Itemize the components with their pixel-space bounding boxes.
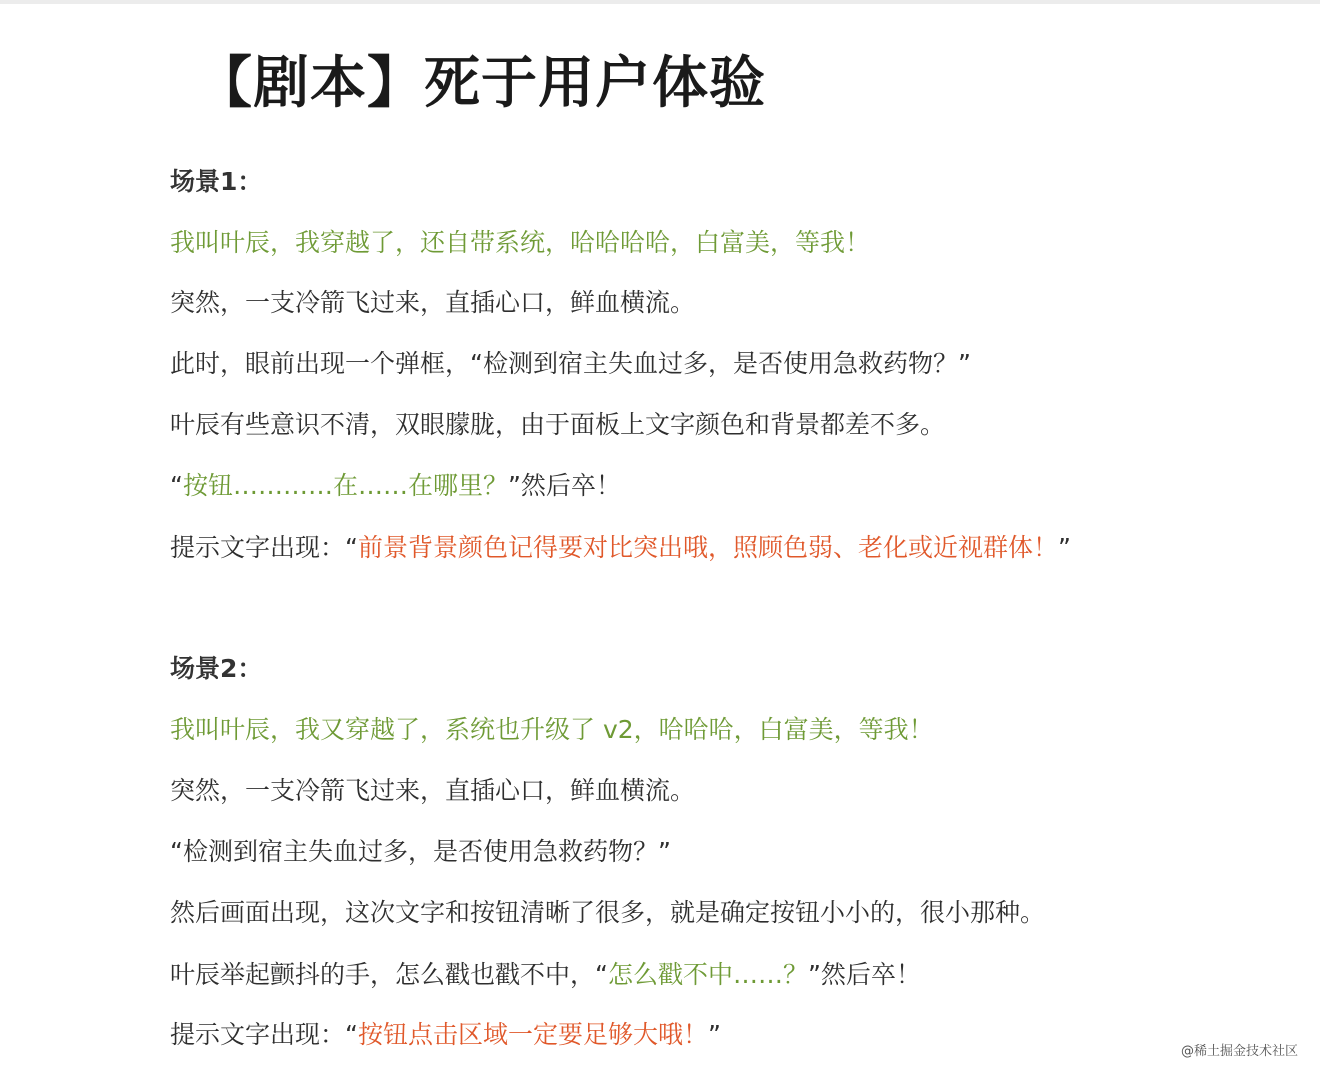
scene2-line3: “检测到宿主失血过多，是否使用急救药物？” — [170, 837, 671, 866]
scene1-line4: 叶辰有些意识不清，双眼朦胧，由于面板上文字颜色和背景都差不多。 — [170, 410, 946, 439]
scene1-line5-open-quote: “ — [170, 471, 183, 500]
scene1-line5-highlight: 按钮…………在……在哪里？ — [182, 471, 508, 500]
top-border — [0, 0, 1320, 4]
scene2-line6-tip: 按钮点击区域一定要足够大哦！ — [357, 1020, 708, 1049]
scene2-line2: 突然，一支冷箭飞过来，直插心口，鲜血横流。 — [170, 776, 696, 805]
scene2-line5-highlight: 怎么戳不中……？ — [607, 960, 808, 989]
scene2-line1: 我叫叶辰，我又穿越了，系统也升级了 v2，哈哈哈，白富美，等我！ — [170, 715, 934, 744]
scene1-line6-tip: 前景背景颜色记得要对比突出哦，照顾色弱、老化或近视群体！ — [357, 533, 1058, 562]
scene1-line6-close-quote: ” — [1057, 533, 1071, 562]
scene2-line5-tail: ”然后卒！ — [807, 960, 921, 989]
scene1-line2: 突然，一支冷箭飞过来，直插心口，鲜血横流。 — [170, 288, 696, 317]
scene1-line5 — [170, 469, 621, 503]
watermark: @稀土掘金技术社区 — [1180, 1044, 1298, 1059]
scene2-line6-close-quote: ” — [707, 1020, 721, 1049]
scene1-line6 — [170, 531, 1071, 565]
scene2-line6-prefix: 提示文字出现：“ — [170, 1020, 358, 1049]
scene1-line3: 此时，眼前出现一个弹框，“检测到宿主失血过多，是否使用急救药物？” — [170, 349, 971, 378]
scene2-line6 — [170, 1018, 721, 1052]
scene1-line1: 我叫叶辰，我穿越了，还自带系统，哈哈哈哈，白富美，等我！ — [170, 228, 871, 257]
scene2-line4: 然后画面出现，这次文字和按钮清晰了很多，就是确定按钮小小的，很小那种。 — [170, 898, 1046, 927]
scene2-line5-prefix: 叶辰举起颤抖的手，怎么戳也戳不中，“ — [170, 960, 608, 989]
scene1-heading: 场景1： — [170, 167, 263, 196]
scene1-line5-tail: ”然后卒！ — [507, 471, 621, 500]
scene2-line5 — [170, 958, 921, 992]
scene2-heading: 场景2： — [170, 654, 263, 683]
page-title: 【剧本】死于用户体验 — [196, 51, 766, 116]
scene1-line6-prefix: 提示文字出现：“ — [170, 533, 358, 562]
